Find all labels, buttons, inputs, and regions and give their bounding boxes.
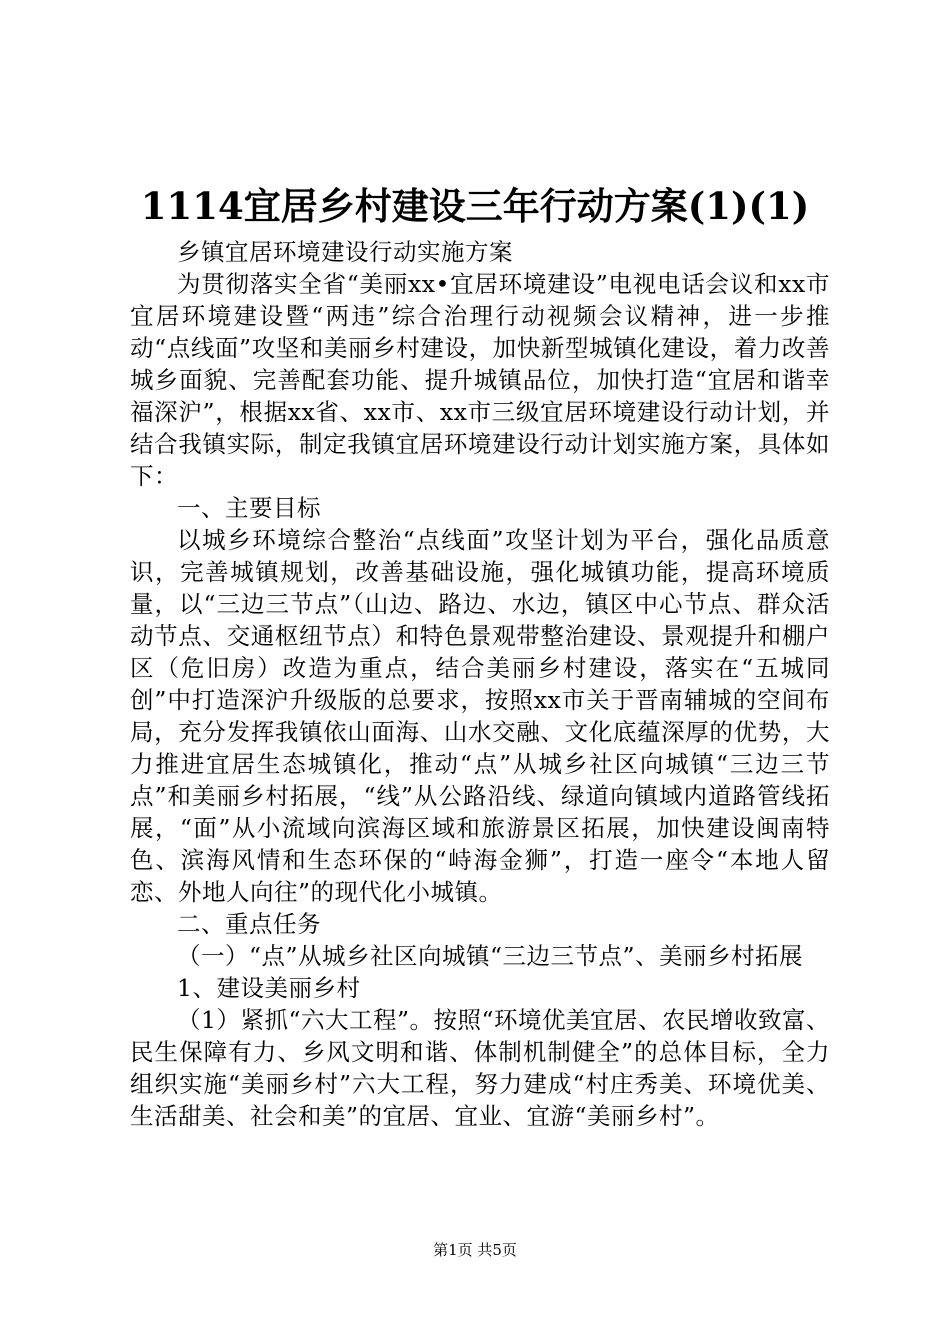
document-title: 1114宜居乡村建设三年行动方案(1)(1) — [140, 184, 810, 228]
heading-main-goals: 一、主要目标 — [177, 494, 321, 522]
paragraph-main-goals: 以城乡环境综合整治“点线面”攻坚计划为平台，强化品质意识，完善城镇规划，改善基础设施，强化城镇功能，提高环境质量，以“三边三节点”（山边、路边、水边，镇区中心节点、群众活动节点、交通枢纽节点）和特色景观带整治建设、景观提升和棚户区（危旧房）改造为重点，结合美丽乡村建设，落实在“五城同创”中打造深沪升级版的总要求，按照xx市关于晋南辅城的空间布局，充分发挥我镇依山面海、山水交融、文化底蕴深厚的优势，大力推进宜居生态城镇化，推动“点”从城乡社区向城镇“三边三节点”和美丽乡村拓展，“线”从公路沿线、绿道向镇域内道路管线拓展，“面”从小流域向滨海区域和旅游景区拓展，加快建设闽南特色、滨海风情和生态环保的“峙海金狮”，打造一座令“本地人留恋、外地人向往”的现代化小城镇。 — [130, 526, 830, 906]
page-number-footer: 第1页 共5页 — [433, 1241, 517, 1259]
heading-subsection-1: （一）“点”从城乡社区向城镇“三边三节点”、美丽乡村拓展 — [177, 942, 804, 970]
paragraph-subtitle: 乡镇宜居环境建设行动实施方案 — [177, 238, 513, 266]
document-body — [130, 236, 830, 1132]
heading-key-tasks: 二、重点任务 — [177, 910, 321, 938]
heading-item-1: 1、建设美丽乡村 — [177, 974, 361, 1002]
paragraph-intro: 为贯彻落实全省“美丽xx•宜居环境建设”电视电话会议和xx市宜居环境建设暨“两违”综合治理行动视频会议精神，进一步推动“点线面”攻坚和美丽乡村建设，加快新型城镇化建设，着力改善城乡面貌、完善配套功能、提升城镇品位，加快打造“宜居和谐幸福深沪”，根据xx省、xx市、xx市三级宜居环境建设行动计划，并结合我镇实际，制定我镇宜居环境建设行动计划实施方案，具体如下： — [130, 270, 830, 490]
paragraph-item-1-1: （1）紧抓“六大工程”。按照“环境优美宜居、农民增收致富、民生保障有力、乡风文明和谐、体制机制健全”的总体目标，全力组织实施“美丽乡村”六大工程，努力建成“村庄秀美、环境优美、生活甜美、社会和美”的宜居、宜业、宜游“美丽乡村”。 — [130, 1006, 830, 1130]
